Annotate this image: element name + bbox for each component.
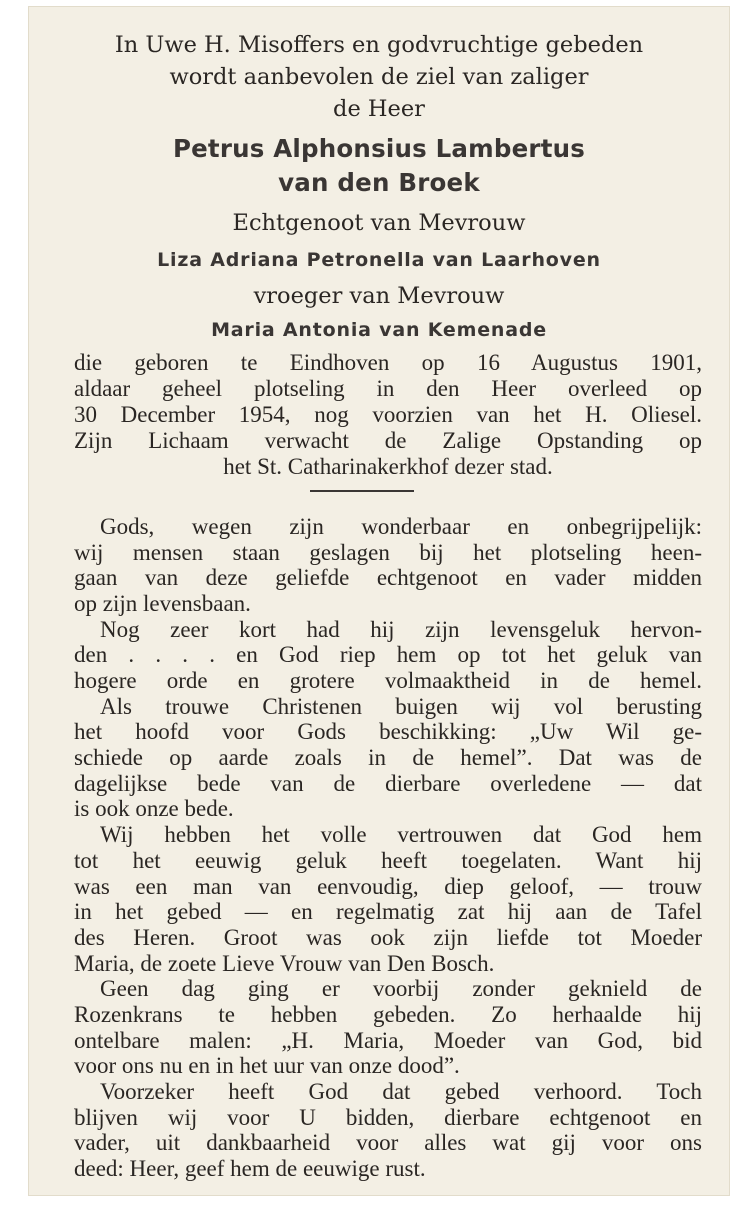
text-line: blijven wij voor U bidden, dierbare echtgenoot en (74, 1104, 702, 1130)
former-spouse-name: Maria Antonia van Kemenade (211, 319, 547, 341)
deceased-name-line-1: Petrus Alphonsius Lambertus (172, 134, 586, 163)
text-line: den . . . . en God riep hem op tot het geluk van (74, 642, 702, 668)
text-line: schiede op aarde zoals in de hemel”. Dat was de (74, 745, 702, 771)
text-line: is ook onze bede. (74, 796, 234, 822)
life-line: 30 December 1954, nog voorzien van het H. Oliesel. (74, 402, 702, 427)
text-line: Nog zeer kort had hij zijn levensgeluk hervon- (100, 616, 702, 642)
header-line-1: In Uwe H. Misoffers en godvruchtige gebeden (114, 32, 644, 58)
text-line: Maria, de zoete Lieve Vrouw van Den Bosch. (74, 950, 495, 976)
text-line: Als trouwe Christenen buigen wij vol berusting (100, 693, 702, 719)
text-line: op zijn levensbaan. (74, 591, 251, 617)
text-line: deed: Heer, geef hem de eeuwige rust. (74, 1156, 426, 1181)
text-line: hogere orde en grotere volmaaktheid in de hemel. (74, 668, 702, 694)
former-spouse-intro: vroeger van Mevrouw (253, 283, 505, 309)
text-line: Gods, wegen zijn wonderbaar en onbegrijpelijk: (100, 514, 702, 539)
spouse-name: Liza Adriana Petronella van Laarhoven (157, 249, 601, 271)
text-line: Geen dag ging er voorbij zonder geknield de (100, 976, 702, 1002)
text-line: tot het eeuwig geluk heeft toegelaten. Want hij (74, 847, 702, 873)
header-line-3: de Heer (333, 96, 425, 122)
text-line: was een man van eenvoudig, diep geloof, — trouw (74, 873, 702, 899)
text-line: wij mensen staan geslagen bij het plotseling heen- (74, 539, 702, 565)
text-line: in het gebed — en regelmatig zat hij aan de Tafel (74, 899, 702, 925)
text-line: Wij hebben het volle vertrouwen dat God hem (100, 822, 702, 848)
text-line: gaan van deze geliefde echtgenoot en vader midden (74, 565, 702, 591)
life-line: het St. Catharinakerkhof dezer stad. (223, 454, 553, 479)
header-line-2: wordt aanbevolen de ziel van zaliger (169, 64, 589, 90)
life-line: die geboren te Eindhoven op 16 Augustus 1901, (74, 350, 702, 375)
text-line: dagelijkse bede van de dierbare overledene — dat (74, 770, 702, 796)
text-line: voor ons nu en in het uur van onze dood”. (74, 1053, 460, 1079)
divider (310, 490, 414, 492)
life-line: Zijn Lichaam verwacht de Zalige Opstanding op (74, 428, 702, 453)
text-line: Voorzeker heeft God dat gebed verhoord. Toch (100, 1078, 702, 1104)
life-line: aldaar geheel plotseling in den Heer overleed op (74, 376, 702, 401)
deceased-name-line-2: van den Broek (278, 168, 480, 197)
text-line: des Heren. Groot was ook zijn liefde tot Moeder (74, 924, 702, 950)
text-line: het hoofd voor Gods beschikking: „Uw Wil ge- (74, 719, 702, 745)
text-line: vader, uit dankbaarheid voor alles wat gij voor ons (74, 1130, 702, 1156)
text-line: Rozenkrans te hebben gebeden. Zo herhaalde hij (74, 1001, 702, 1027)
spouse-intro: Echtgenoot van Mevrouw (232, 210, 526, 236)
prayer-card (28, 6, 730, 1196)
text-line: ontelbare malen: „H. Maria, Moeder van God, bid (74, 1027, 702, 1053)
